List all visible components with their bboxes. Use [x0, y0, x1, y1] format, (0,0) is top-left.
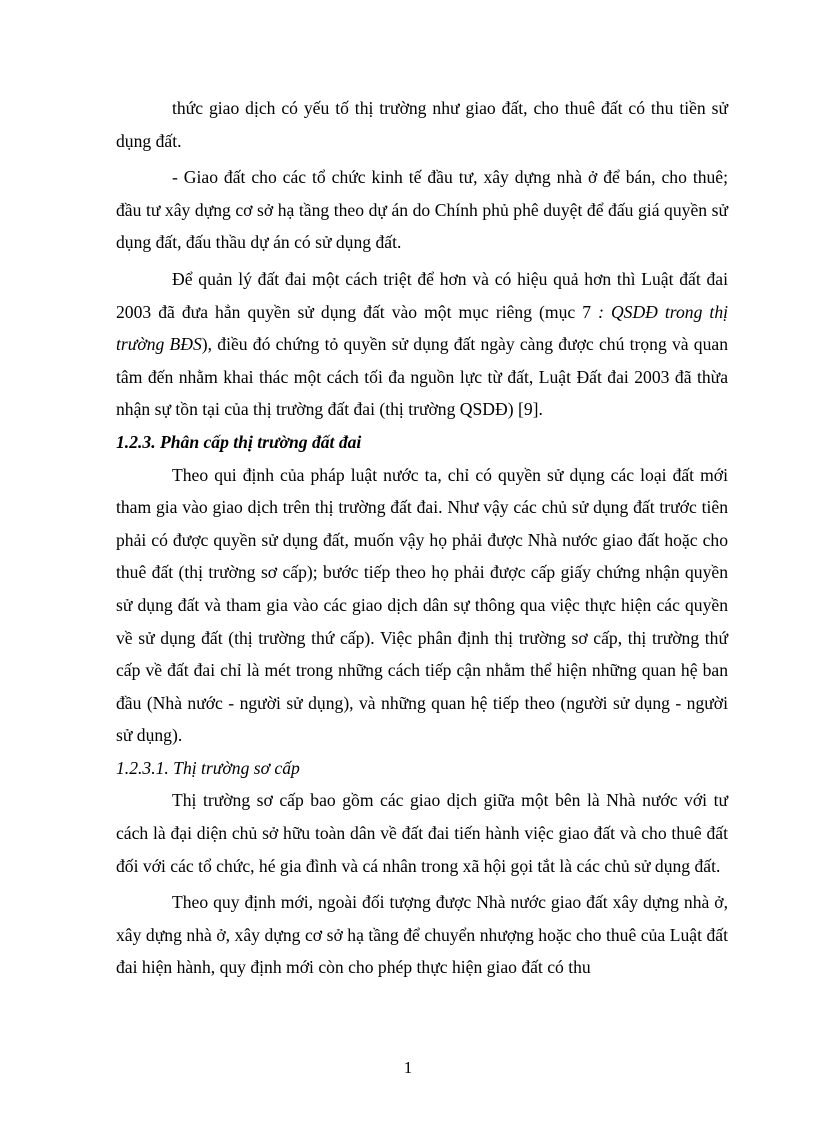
- paragraph-2: - Giao đất cho các tổ chức kinh tế đầu tư, xây dựng nhà ở để bán, cho thuê; đầu tư xây dựng cơ sở hạ tầng theo dự án do Chính phủ phê duyệt để đấu giá quyền sử dụng đất, đấu thầu dự án có sử dụng đất.: [116, 167, 728, 253]
- paragraph-3: [116, 263, 728, 426]
- paragraph-3-italic: : QSDĐ trong thị trường BĐS: [116, 301, 729, 355]
- paragraph-3-text-a: Để quản lý đất đai một cách triệt để hơn và có hiệu quả hơn thì Luật đất đai 2003 đã đưa hẳn quyền sử dụng đất vào một mục riêng (mục 7: [116, 268, 728, 322]
- paragraph-5: Thị trường sơ cấp bao gồm các giao dịch giữa một bên là Nhà nước với tư cách là đại diện chủ sở hữu toàn dân về đất đai tiến hành việc giao đất và cho thuê đất đối với các tổ chức, hé gia đình và cá nhân trong xã hội gọi tắt là các chủ sử dụng đất.: [116, 790, 728, 876]
- paragraph-3-text-b: ), điều đó chứng tỏ quyền sử dụng đất ngày càng được chú trọng và quan tâm đến nhằm khai thác một cách tối đa nguồn lực từ đất, Luật Đất đai 2003 đã thừa nhận sự tồn tại của thị trường đất đai (thị trường QSDĐ) [9].: [116, 334, 728, 420]
- paragraph-1: thức giao dịch có yếu tố thị trường như giao đất, cho thuê đất có thu tiền sử dụng đất.: [116, 98, 728, 151]
- page-number: 1: [403, 1058, 413, 1077]
- paragraph-4: Theo qui định của pháp luật nước ta, chỉ có quyền sử dụng các loại đất mới tham gia vào giao dịch trên thị trường đất đai. Như vậy các chủ sử dụng đất trước tiên phải có được quyền sử dụng đất, muốn vậy họ phải được Nhà nước giao đất hoặc cho thuê đất (thị trường sơ cấp); bước tiếp theo họ phải được cấp giấy chứng nhận quyền sử dụng đất và tham gia vào các giao dịch dân sự thông qua việc thực hiện các quyền về sử dụng đất (thị trường thứ cấp). Việc phân định thị trường sơ cấp, thị trường thứ cấp về đất đai chỉ là mét trong những cách tiếp cận nhằm thể hiện những quan hệ ban đầu (Nhà nước - người sử dụng), và những quan hệ tiếp theo (người sử dụng - người sử dụng).: [116, 464, 728, 746]
- subsection-heading-1-2-3-1: 1.2.3.1. Thị trường sơ cấp: [116, 757, 300, 778]
- section-heading-1-2-3: 1.2.3. Phân cấp thị trường đất đai: [116, 431, 362, 452]
- body-text: [116, 92, 728, 984]
- paragraph-6: Theo quy định mới, ngoài đối tượng được Nhà nước giao đất xây dựng nhà ở, xây dựng nhà ở, xây dựng cơ sở hạ tầng để chuyển nhượng hoặc cho thuê của Luật đất đai hiện hành, quy định mới còn cho phép thực hiện giao đất có thu: [116, 892, 728, 978]
